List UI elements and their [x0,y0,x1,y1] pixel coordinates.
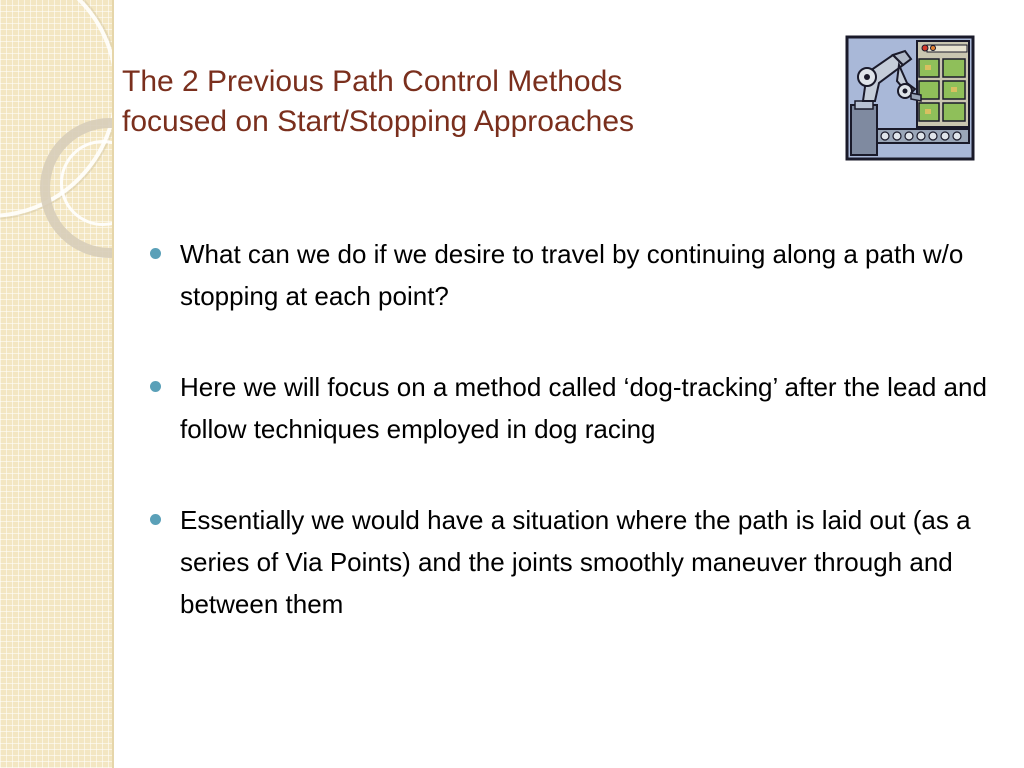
bullet-marker [150,381,161,392]
robot-arm-icon [845,35,975,161]
bullet-text: What can we do if we desire to travel by continuing along a path w/o stopping at each point? [180,239,964,311]
list-item [150,233,1000,317]
bullet-text: Essentially we would have a situation where the path is laid out (as a series of Via Points) and the joints smoothly maneuver through and between them [180,505,971,619]
list-item [150,366,1000,450]
decorative-side-panel [0,0,114,768]
side-panel-edge [112,0,114,768]
bullet-marker [150,248,161,259]
slide-title [122,62,762,142]
bullet-list [150,233,1000,674]
slide-title-line-1: The 2 Previous Path Control Methods [122,65,623,98]
bullet-marker [150,514,161,525]
list-item [150,499,1000,625]
slide-title-line-2: focused on Start/Stopping Approaches [122,105,635,138]
bullet-text: Here we will focus on a method called ‘dog-tracking’ after the lead and follow techniques employed in dog racing [180,372,987,444]
